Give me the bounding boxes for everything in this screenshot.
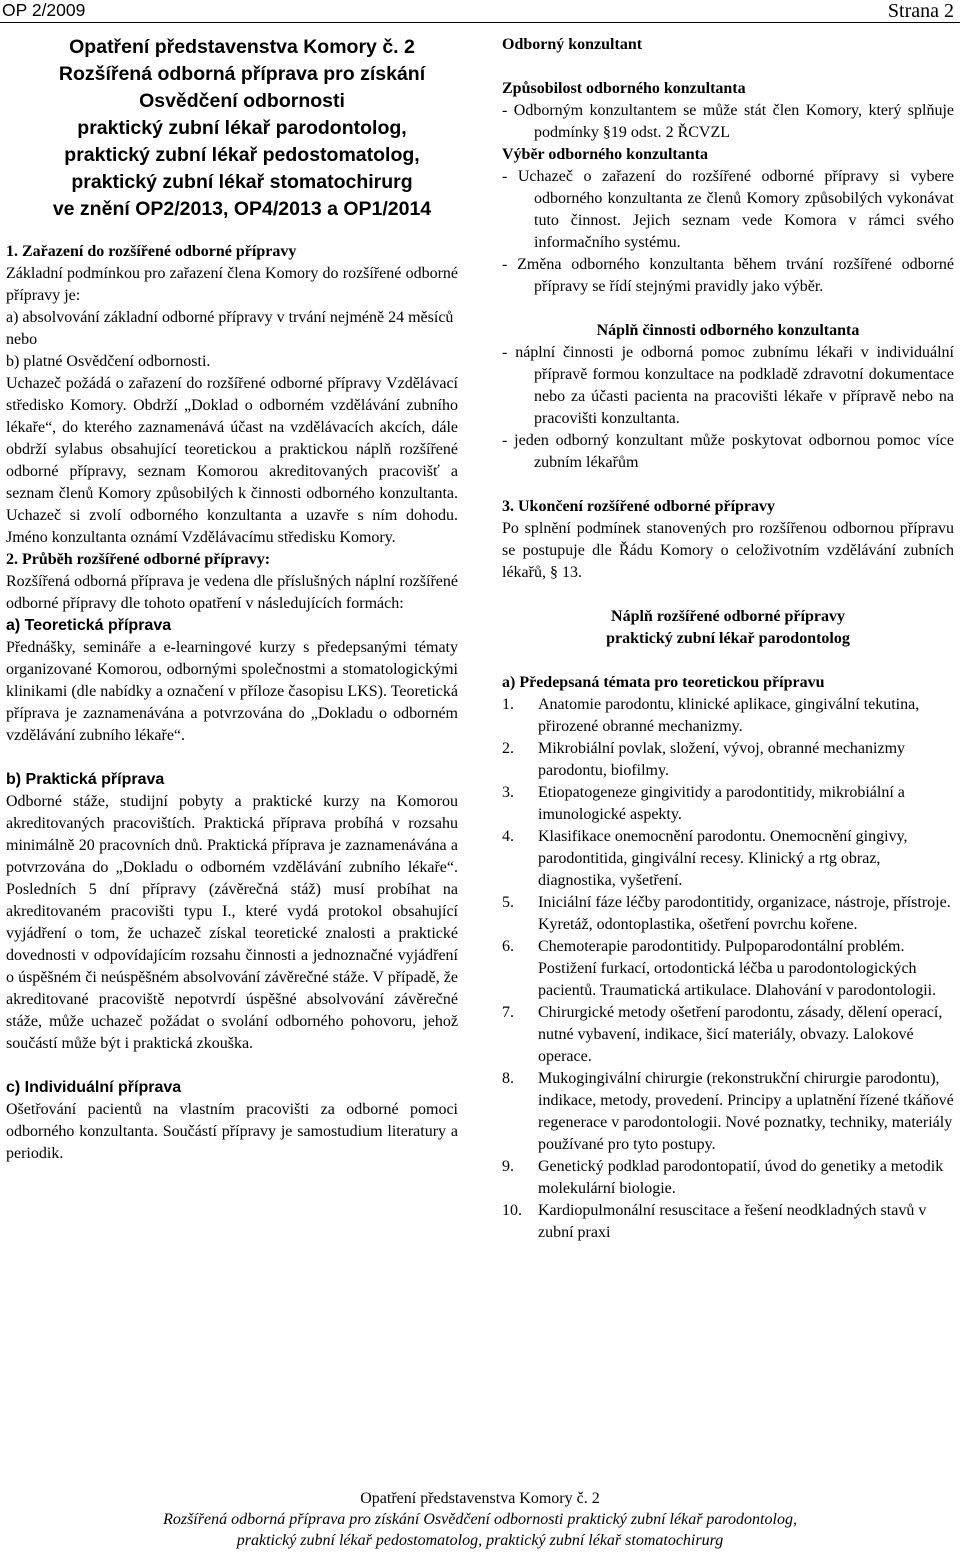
topic-number: 8. (502, 1070, 514, 1087)
section-3-text: Po splnění podmínek stanovených pro rozšířenou odbornou přípravu se postupuje dle Řádu Komory o celoživotním vzdělávání zubních lékařů, § 13. (502, 520, 954, 581)
left-column (6, 34, 458, 1165)
eligibility-heading: Způsobilost odborného konzultanta (502, 80, 746, 97)
practical-heading: b) Praktická příprava (6, 771, 165, 788)
topics-list (502, 694, 954, 1244)
topic-item (502, 738, 954, 782)
duties-item: - jeden odborný konzultant může poskytovat odbornou pomoc více zubním lékařům (502, 432, 954, 471)
topic-text: Mikrobiální povlak, složení, vývoj, obranné mechanizmy parodontu, biofilmy. (538, 740, 906, 779)
topic-number: 10. (502, 1202, 522, 1219)
curriculum-title: Náplň rozšířené odborné přípravy (611, 608, 845, 625)
title-line: praktický zubní lékař stomatochirurg (71, 171, 413, 193)
page-number: Strana 2 (887, 0, 954, 22)
condition-or: nebo (6, 331, 38, 348)
topic-text: Chirurgické metody ošetření parodontu, zásady, dělení operací, nutné vybavení, indikace, šicí materiály, obvazy. Lalokové operace. (538, 1004, 943, 1065)
topic-number: 3. (502, 784, 514, 801)
topics-heading: a) Předepsaná témata pro teoretickou přípravu (502, 674, 825, 691)
topic-number: 6. (502, 938, 514, 955)
individual-text: Ošetřování pacientů na vlastním pracovišti za odborné pomoci odborného konzultanta. Součástí přípravy je samostudium literatury a periodik. (6, 1101, 458, 1162)
topic-text: Genetický podklad parodontopatií, úvod do genetiky a metodik molekulární biologie. (538, 1158, 944, 1197)
topic-item (502, 782, 954, 826)
title-line: ve znění OP2/2013, OP4/2013 a OP1/2014 (52, 198, 432, 220)
section-1-paragraph: Uchazeč požádá o zařazení do rozšířené odborné přípravy Vzdělávací středisko Komory. Obdrží „Doklad o odborném vzdělávání zubního lékaře“, do kterého zaznamenává účast na vzdělávacích akcích, dále obdrží sylabus obsahující teoretickou a praktickou náplň rozšířené odborné přípravy, seznam Komorou akreditovaných pracovišť a seznam členů Komory způsobilých k činnosti odborného konzultanta. Uchazeč si zvolí odborného konzultanta a uzavře s ním dohodu. Jméno konzultanta oznámí Vzdělávacímu středisku Komory. (6, 375, 458, 546)
topic-number: 7. (502, 1004, 514, 1021)
selection-item: - Změna odborného konzultanta během trvání rozšířené odborné přípravy se řídí stejnými pravidly jako výběr. (502, 256, 954, 295)
selection-item: - Uchazeč o zařazení do rozšířené odborné přípravy si vybere odborného konzultanta ze členů Komory způsobilých vykonávat tuto činnost. Jejich seznam vede Komora v rámci svého informačního systému. (502, 168, 954, 251)
footer-line: praktický zubní lékař pedostomatolog, praktický zubní lékař stomatochirurg (236, 1532, 724, 1549)
section-1-intro: Základní podmínkou pro zařazení člena Komory do rozšířené odborné přípravy je: (6, 265, 458, 304)
eligibility-item: - Odborným konzultantem se může stát člen Komory, který splňuje podmínky §19 odst. 2 ŘCVZL (502, 102, 954, 141)
selection-heading: Výběr odborného konzultanta (502, 146, 708, 163)
consultant-heading: Odborný konzultant (502, 36, 643, 53)
section-2-heading: 2. Průběh rozšířené odborné přípravy: (6, 551, 271, 568)
topic-item (502, 1002, 954, 1068)
duties-heading: Náplň činnosti odborného konzultanta (596, 322, 860, 339)
section-1-heading: 1. Zařazení do rozšířené odborné přípravy (6, 243, 297, 260)
condition-a: a) absolvování základní odborné přípravy v trvání nejméně 24 měsíců (6, 309, 454, 326)
topic-number: 5. (502, 894, 514, 911)
topic-number: 2. (502, 740, 514, 757)
footer-line: Opatření představenstva Komory č. 2 (360, 1490, 600, 1507)
topic-item (502, 694, 954, 738)
title-line: Rozšířená odborná příprava pro získání (58, 63, 426, 85)
topic-item (502, 1068, 954, 1156)
title-line: Osvědčení odbornosti (139, 90, 345, 112)
topic-number: 4. (502, 828, 514, 845)
page-footer (0, 1488, 960, 1551)
footer-line: Rozšířená odborná příprava pro získání Osvědčení odbornosti praktický zubní lékař parodontolog, (163, 1511, 797, 1528)
curriculum-subtitle: praktický zubní lékař parodontolog (606, 630, 850, 647)
topic-item (502, 936, 954, 1002)
topic-number: 9. (502, 1158, 514, 1175)
topic-text: Iniciální fáze léčby parodontitidy, organizace, nástroje, přístroje. Kyretáž, odontoplastika, ošetření povrchu kořene. (538, 894, 951, 933)
document-code: OP 2/2009 (2, 0, 86, 20)
topic-text: Mukogingivální chirurgie (rekonstrukční chirurgie parodontu), indikace, metody, provedení. Principy a uplatnění řízené tkáňové regenerace v parodontologii. Nové poznatky, techniky, materiály používané pro tyto postupy. (538, 1070, 954, 1153)
title-line: Opatření představenstva Komory č. 2 (69, 36, 415, 58)
page-header (0, 0, 960, 23)
section-3-heading: 3. Ukončení rozšířené odborné přípravy (502, 498, 776, 515)
topic-item (502, 892, 954, 936)
topic-number: 1. (502, 696, 514, 713)
right-column (502, 34, 954, 1244)
document-title (6, 34, 458, 223)
topic-item (502, 1200, 954, 1244)
title-line: praktický zubní lékař parodontolog, (77, 117, 407, 139)
practical-text: Odborné stáže, studijní pobyty a praktické kurzy na Komorou akreditovaných pracovištích. Praktická příprava probíhá v rozsahu minimálně 20 pracovních dnů. Praktická příprava je zaznamenávána a potvrzována do „Dokladu o odborném vzdělávání zubního lékaře“. Posledních 5 dní přípravy (závěrečná stáž) musí probíhat na akreditovaném pracovišti typu I., které vydá protokol obsahující vyjádření o tom, že uchazeč získal teoretické znalosti a praktické dovednosti v odpovídajícím rozsahu činnosti a jednoznačné vyjádření o úspěšném či neúspěšném absolvování závěrečné stáže. V případě, že akreditované pracoviště nepotvrdí úspěšné absolvování závěrečné stáže, může uchazeč požádat o svolání odborného pohovoru, jehož součástí může být i praktická zkouška. (6, 793, 458, 1052)
section-2-intro: Rozšířená odborná příprava je vedena dle příslušných náplní rozšířené odborné přípravy dle tohoto opatření v následujících formách: (6, 573, 458, 612)
topic-text: Etiopatogeneze gingivitidy a parodontitidy, mikrobiální a imunologické aspekty. (538, 784, 905, 823)
topic-text: Kardiopulmonální resuscitace a řešení neodkladných stavů v zubní praxi (538, 1202, 927, 1241)
topic-text: Anatomie parodontu, klinické aplikace, gingivální tekutina, přirozené obranné mechanizmy. (538, 696, 920, 735)
duties-item: - náplní činnosti je odborná pomoc zubnímu lékaři v individuální přípravě formou konzultace na podkladě zdravotní dokumentace nebo za účasti pacienta na pracovišti lékaře v přípravě nebo na pracovišti konzultanta. (502, 344, 954, 427)
topic-text: Chemoterapie parodontitidy. Pulpoparodontální problém. Postižení furkací, ortodontická léčba u parodontologických pacientů. Traumatická artikulace. Dlahování v parodontologii. (538, 938, 937, 999)
condition-b: b) platné Osvědčení odbornosti. (6, 353, 211, 370)
title-line: praktický zubní lékař pedostomatolog, (64, 144, 420, 166)
individual-heading: c) Individuální příprava (6, 1079, 182, 1096)
topic-item (502, 1156, 954, 1200)
topic-text: Klasifikace onemocnění parodontu. Onemocnění gingivy, parodontitida, gingivální recesy. Klinický a rtg obraz, diagnostika, vyšetření. (538, 828, 908, 889)
topic-item (502, 826, 954, 892)
theory-text: Přednášky, semináře a e-learningové kurzy s předepsanými tématy organizované Komorou, odbornými společnostmi a stomatologickými klinikami (dle nabídky a označení v příloze časopisu LKS). Teoretická příprava je zaznamenávána a potvrzována do „Dokladu o odborném vzdělávání zubního lékaře“. (6, 639, 458, 744)
theory-heading: a) Teoretická příprava (6, 617, 172, 634)
